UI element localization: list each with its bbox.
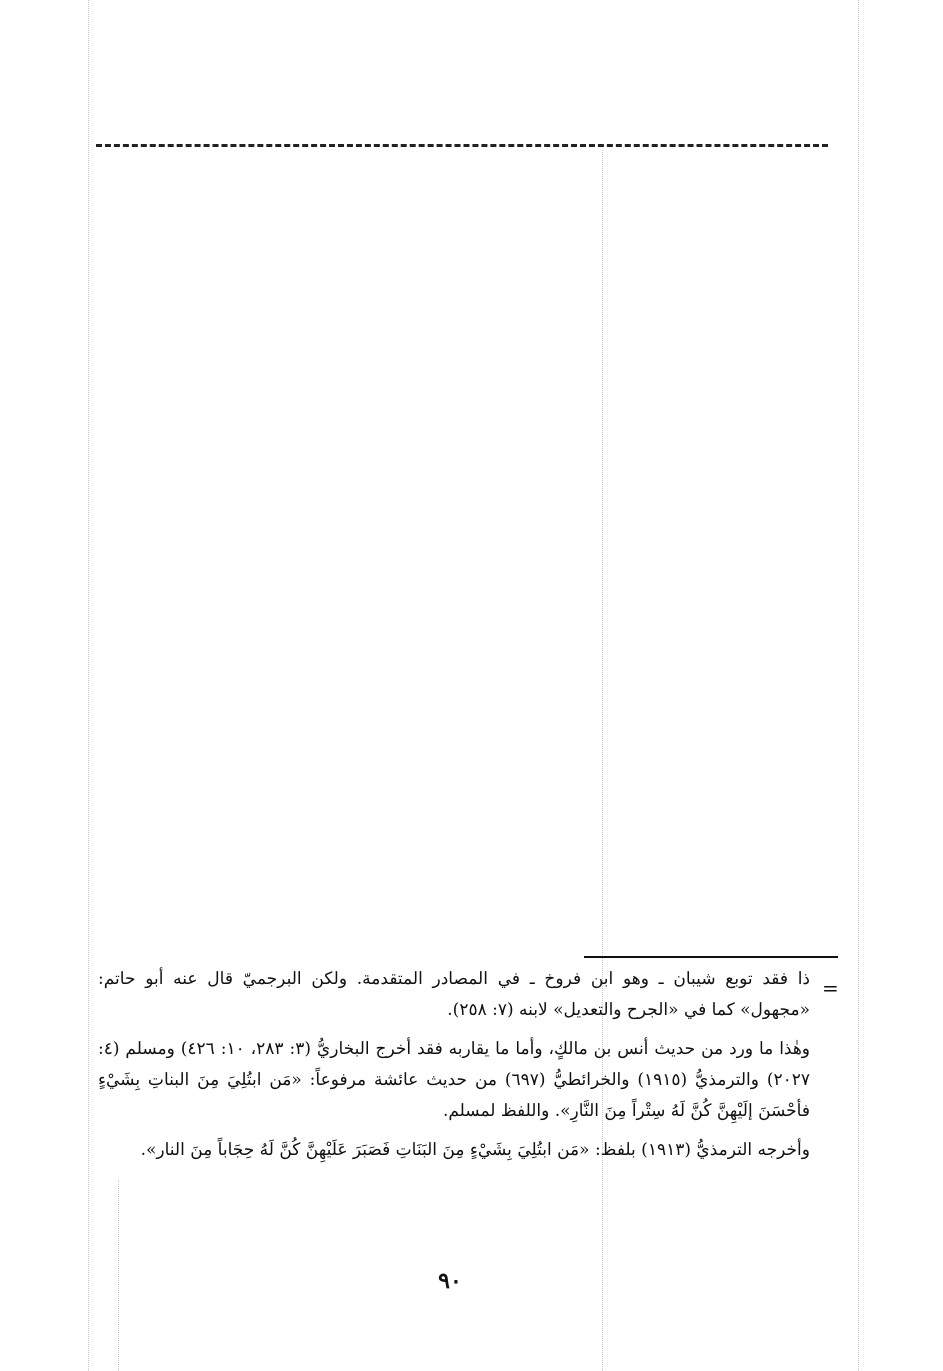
footnotes-block: [98, 964, 810, 1174]
footnote-paragraph: وهٰذا ما ورد من حديث أنس بن مالكٍ، وأما ما يقاربه فقد أخرج البخاريُّ (٣: ٢٨٣، ١٠: ٤٢٦) ومسلم (٤: ٢٠٢٧) والترمذيُّ (١٩١٥) والخرائطيُّ (٦٩٧) من حديث عائشة مرفوعاً: «مَن ابتُلِيَ مِنَ البناتِ بِشَيْءٍ فأحْسَنَ إلَيْهِنَّ كُنَّ لَهُ سِتْراً مِنَ النَّارِ». واللفظ لمسلم.: [98, 1039, 811, 1121]
page-number: ٩٠: [438, 1268, 462, 1294]
scan-artifact-line: [88, 0, 89, 1371]
footnote-continuation-mark: =: [822, 976, 839, 1000]
scan-artifact-line: [858, 0, 859, 1371]
scan-artifact-line: [118, 1180, 119, 1371]
top-dashed-separator: [96, 144, 828, 147]
footnote-paragraph: وأخرجه الترمذيُّ (١٩١٣) بلفظ: «مَن ابتُلِيَ بِشَيْءٍ مِنَ البَنَاتِ فَصَبَرَ عَلَيْهِنَّ كُنَّ لَهُ حِجَاباً مِنَ النار».: [140, 1140, 810, 1160]
scan-artifact-line: [602, 150, 603, 1371]
footnote-separator-rule: [584, 956, 838, 958]
footnote-paragraph: ذا فقد توبع شيبان ـ وهو ابن فروخ ـ في المصادر المتقدمة. ولكن البرجميّ قال عنه أبو حاتم: «مجهول» كما في «الجرح والتعديل» لابنه (٧: ٢٥٨).: [98, 969, 810, 1020]
